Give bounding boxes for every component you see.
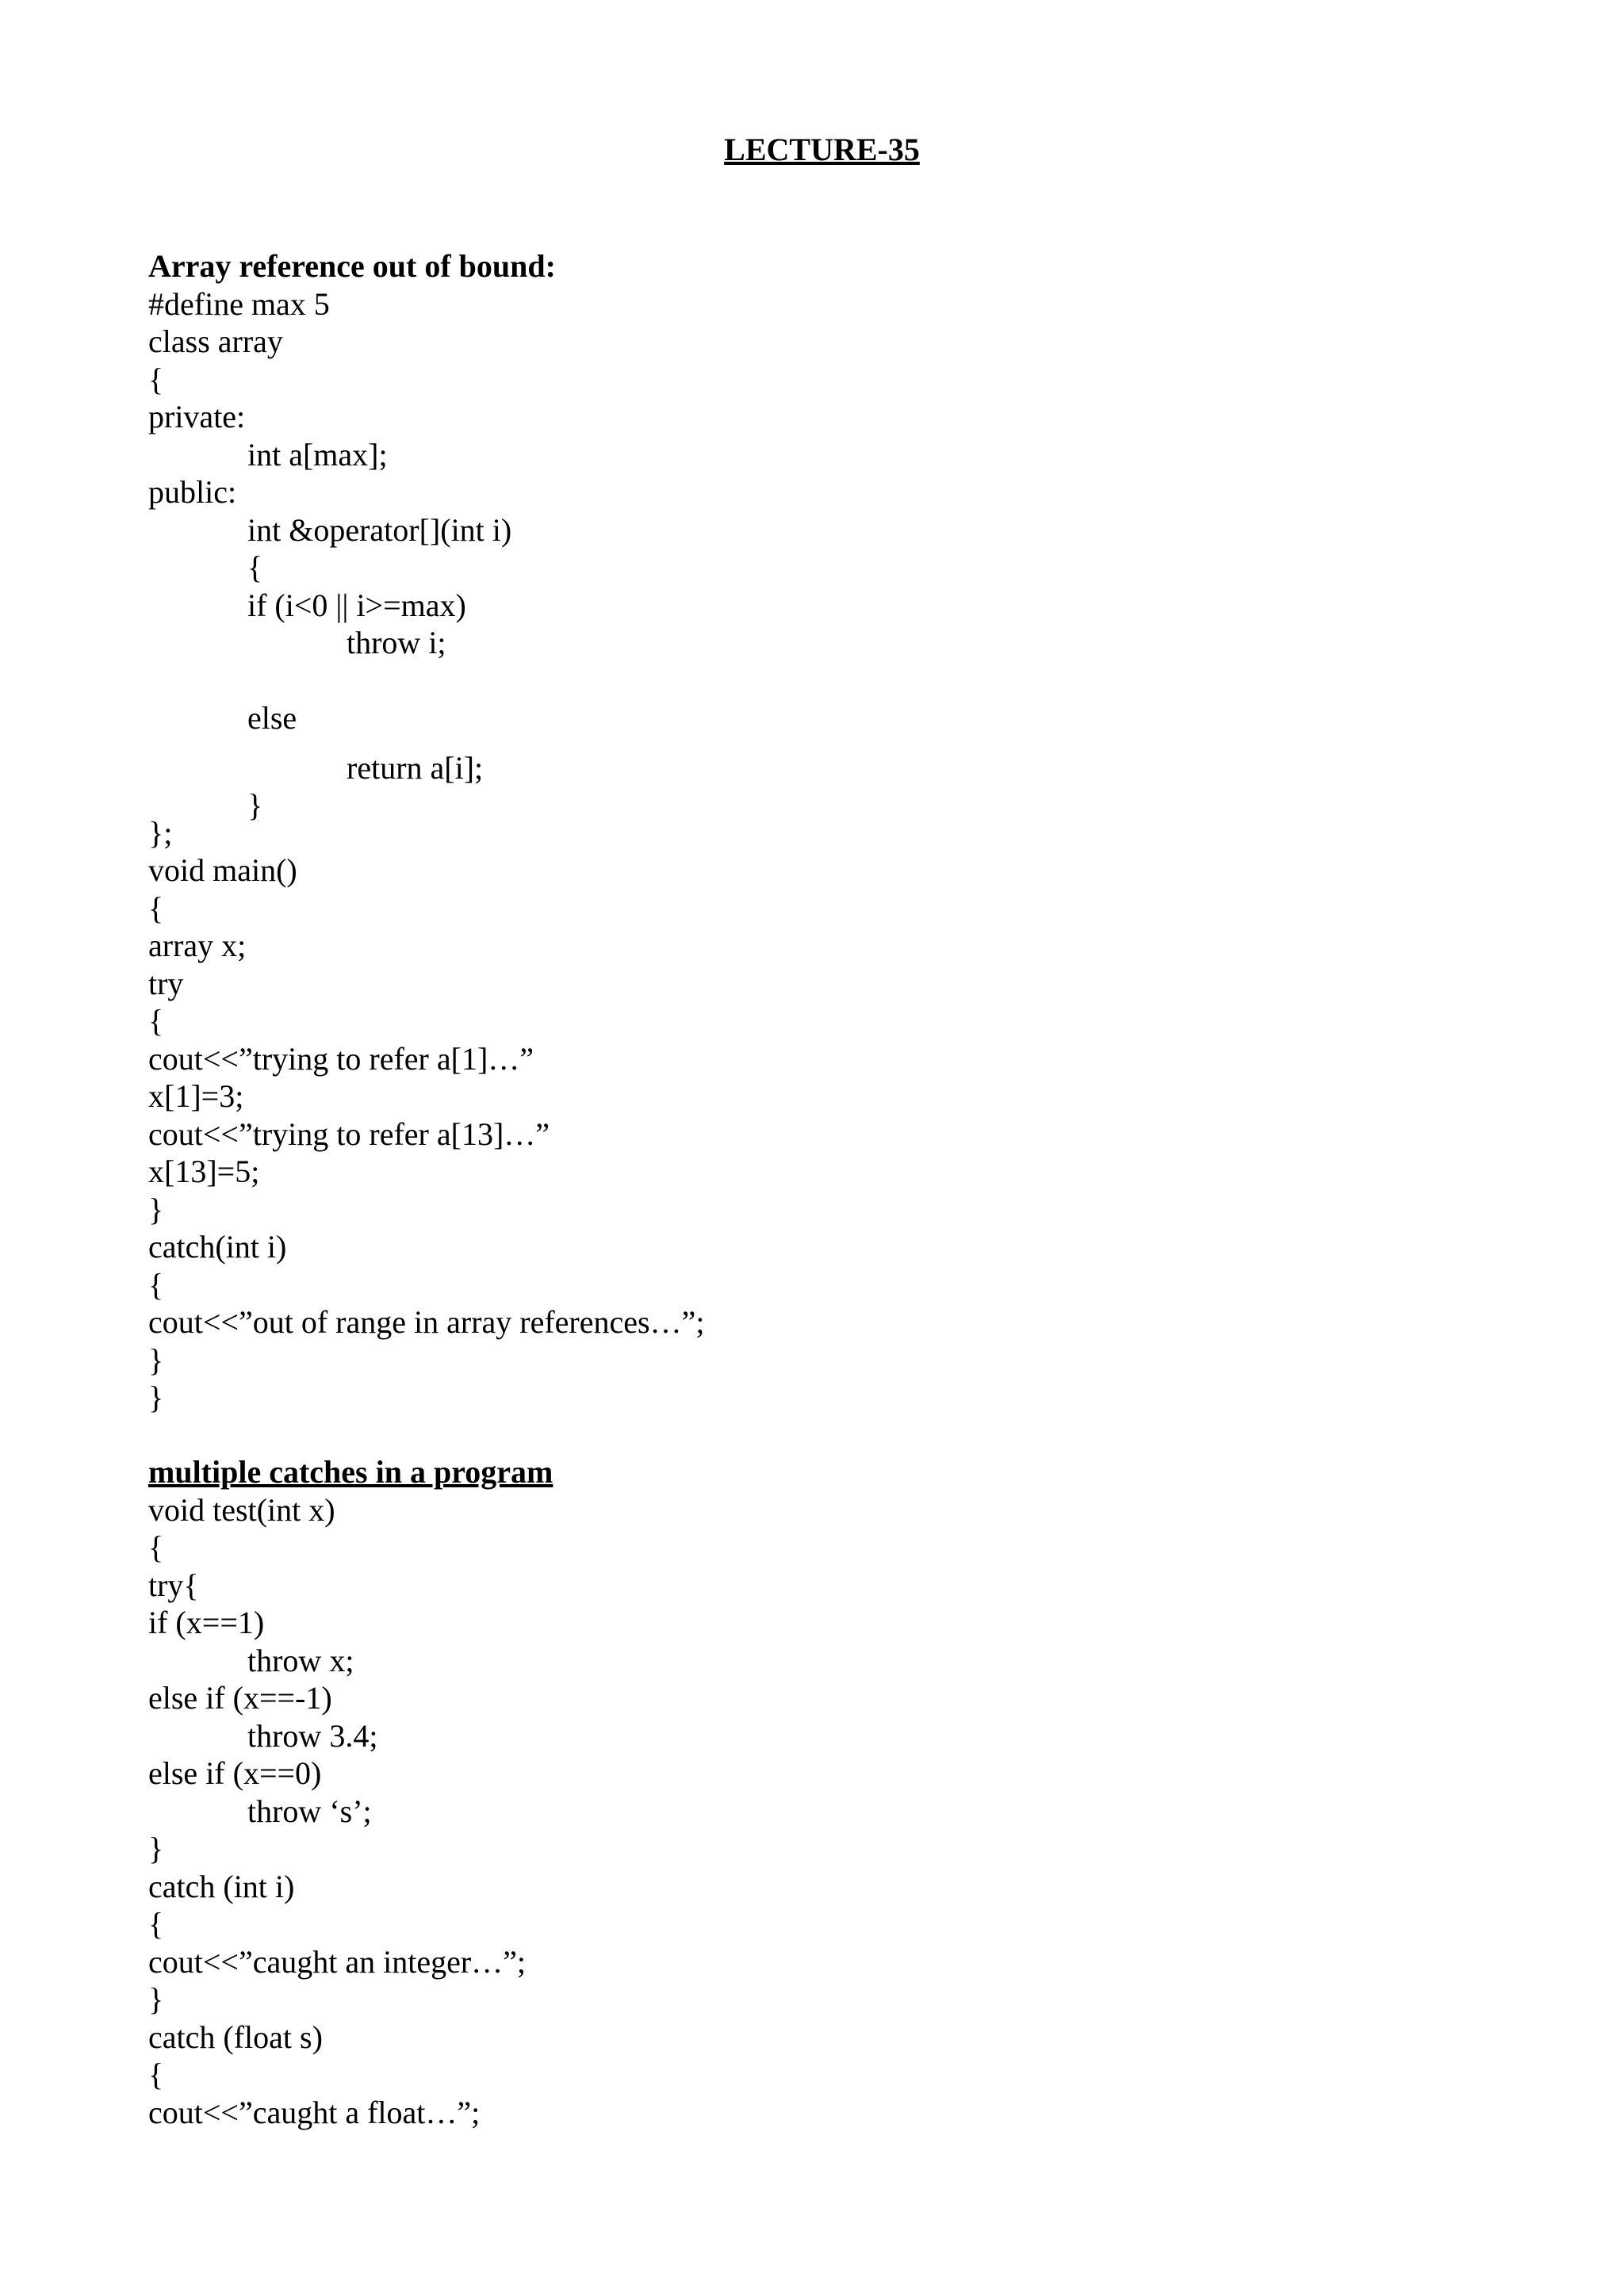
section-multiple-catches <box>148 1453 553 2131</box>
code-line: cout<<”trying to refer a[1]…” <box>148 1040 534 1077</box>
code-line: throw i; <box>347 625 446 660</box>
code-line: { <box>148 890 164 926</box>
code-line: } <box>148 1831 164 1866</box>
code-line: #define max 5 <box>148 285 330 322</box>
code-line: } <box>148 1341 164 1378</box>
code-line: cout<<”out of range in array references…”; <box>148 1304 705 1340</box>
code-line: catch (int i) <box>148 1868 295 1904</box>
code-line: class array <box>148 323 283 359</box>
code-line: try <box>148 965 184 1001</box>
code-line: void main() <box>148 852 297 888</box>
code-line: if (x==1) <box>148 1605 265 1640</box>
code-line: else <box>247 700 297 736</box>
code-line: } <box>148 1981 164 2017</box>
code-line: if (i<0 || i>=max) <box>247 587 466 623</box>
code-line: { <box>148 1529 164 1565</box>
code-line: cout<<”trying to refer a[13]…” <box>148 1115 550 1152</box>
code-line: void test(int x) <box>148 1491 335 1528</box>
code-line: } <box>148 1191 164 1227</box>
code-line: private: <box>148 399 246 434</box>
code-line: { <box>148 361 164 397</box>
page-title: LECTURE-35 <box>724 132 920 167</box>
code-line: } <box>247 786 263 823</box>
code-line: try{ <box>148 1567 199 1603</box>
code-line: else if (x==-1) <box>148 1680 332 1716</box>
code-line: catch (float s) <box>148 2019 323 2055</box>
code-line: return a[i]; <box>347 749 484 786</box>
code-line: throw x; <box>247 1642 354 1678</box>
code-line: { <box>148 1266 164 1303</box>
section-heading: multiple catches in a program <box>148 1454 553 1490</box>
code-line: { <box>148 2057 164 2092</box>
code-line: cout<<”caught an integer…”; <box>148 1943 527 1980</box>
code-line: throw ‘s’; <box>247 1793 372 1829</box>
code-line: } <box>148 1380 164 1415</box>
code-line: throw 3.4; <box>247 1717 378 1754</box>
code-line: else if (x==0) <box>148 1755 322 1791</box>
code-line: public: <box>148 474 237 510</box>
code-line: int &operator[](int i) <box>247 511 512 548</box>
code-line: array x; <box>148 928 247 963</box>
code-line: cout<<”caught a float…”; <box>148 2094 481 2130</box>
code-line: int a[max]; <box>247 436 388 473</box>
code-line: { <box>148 1003 164 1039</box>
code-line: }; <box>148 814 173 851</box>
code-line: { <box>148 1906 164 1942</box>
code-line: x[13]=5; <box>148 1154 260 1189</box>
section-array-out-of-bound <box>148 247 704 1417</box>
code-line: { <box>247 549 263 585</box>
code-line: catch(int i) <box>148 1229 287 1265</box>
code-line: x[1]=3; <box>148 1078 244 1114</box>
blank-line <box>148 662 704 700</box>
section-heading: Array reference out of bound: <box>148 248 556 284</box>
